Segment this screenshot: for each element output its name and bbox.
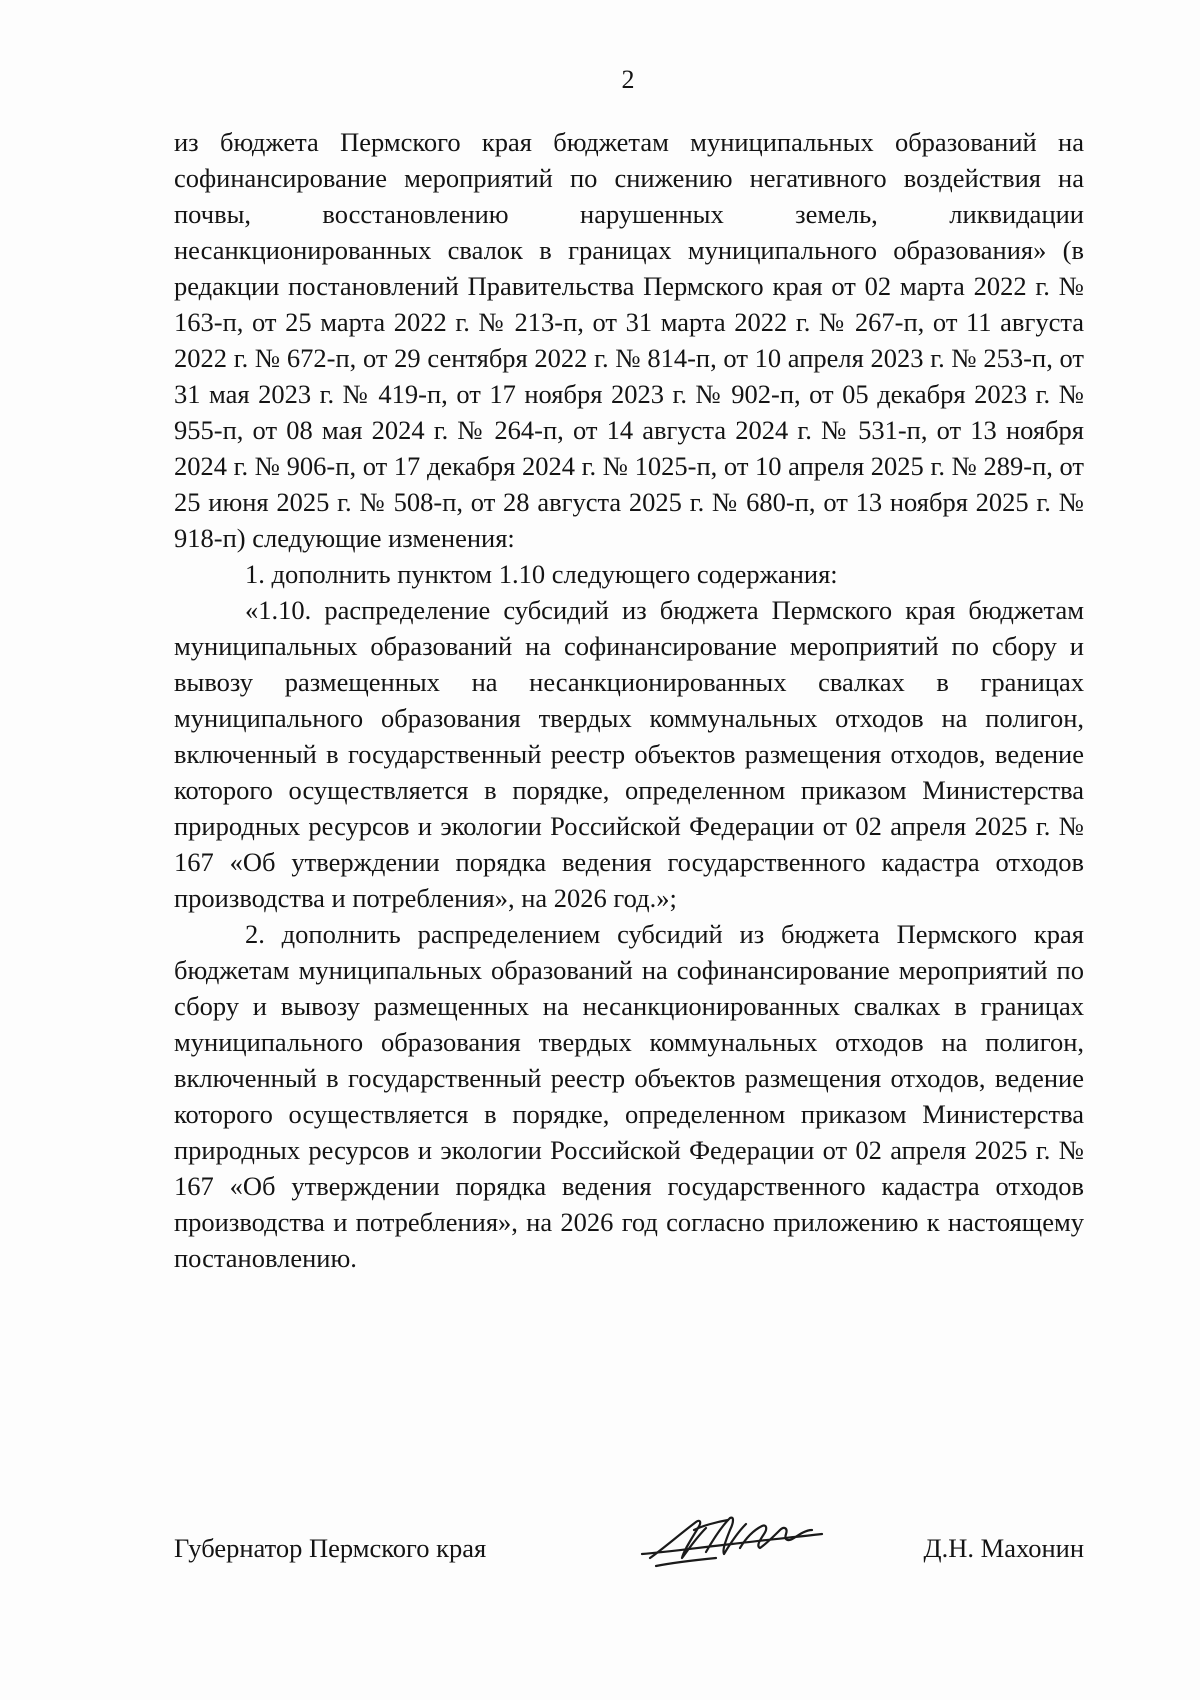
paragraph-item-2: 2. дополнить распределением субсидий из бюджета Пермского края бюджетам муниципальных образований на софинансирование мероприятий по сбору и вывозу размещенных на несанкционированных свалках в границах муниципального образования твердых коммунальных отходов на полигон, включенный в государственный реестр объектов размещения отходов, ведение которого осуществляется в порядке, определенном приказом Министерства природных ресурсов и экологии Российской Федерации от 02 апреля 2025 г. № 167 «Об утверждении порядка ведения государственного кадастра отходов производства и потребления», на 2026 год согласно приложению к настоящему постановлению. <box>174 919 1084 1273</box>
signatory-position: Губернатор Пермского края <box>174 1533 487 1563</box>
signature-block <box>174 1530 1084 1574</box>
signatory-name: Д.Н. Махонин <box>923 1533 1084 1563</box>
document-body <box>174 124 1084 1276</box>
paragraph-continuation: из бюджета Пермского края бюджетам муниципальных образований на софинансирование мероприятий по снижению негативного воздействия на почвы, восстановлению нарушенных земель, ликвидации несанкционированных свалок в границах муниципального образования» (в редакции постановлений Правительства Пермского края от 02 марта 2022 г. № 163-п, от 25 марта 2022 г. № 213-п, от 31 марта 2022 г. № 267-п, от 11 августа 2022 г. № 672-п, от 29 сентября 2022 г. № 814-п, от 10 апреля 2023 г. № 253-п, от 31 мая 2023 г. № 419-п, от 17 ноября 2023 г. № 902-п, от 05 декабря 2023 г. № 955-п, от 08 мая 2024 г. № 264-п, от 14 августа 2024 г. № 531-п, от 13 ноября 2024 г. № 906-п, от 17 декабря 2024 г. № 1025-п, от 10 апреля 2025 г. № 289-п, от 25 июня 2025 г. № 508-п, от 28 августа 2025 г. № 680-п, от 13 ноября 2025 г. № 918-п) следующие изменения: <box>174 127 1084 553</box>
handwritten-signature-icon <box>636 1508 826 1574</box>
page-number: 2 <box>621 65 635 94</box>
paragraph-item-1-10: «1.10. распределение субсидий из бюджета Пермского края бюджетам муниципальных образований на софинансирование мероприятий по сбору и вывозу размещенных на несанкционированных свалках в границах муниципального образования твердых коммунальных отходов на полигон, включенный в государственный реестр объектов размещения отходов, ведение которого осуществляется в порядке, определенном приказом Министерства природных ресурсов и экологии Российской Федерации от 02 апреля 2025 г. № 167 «Об утверждении порядка ведения государственного кадастра отходов производства и потребления», на 2026 год.»; <box>174 595 1084 913</box>
paragraph-item-1: 1. дополнить пунктом 1.10 следующего содержания: <box>245 559 838 589</box>
